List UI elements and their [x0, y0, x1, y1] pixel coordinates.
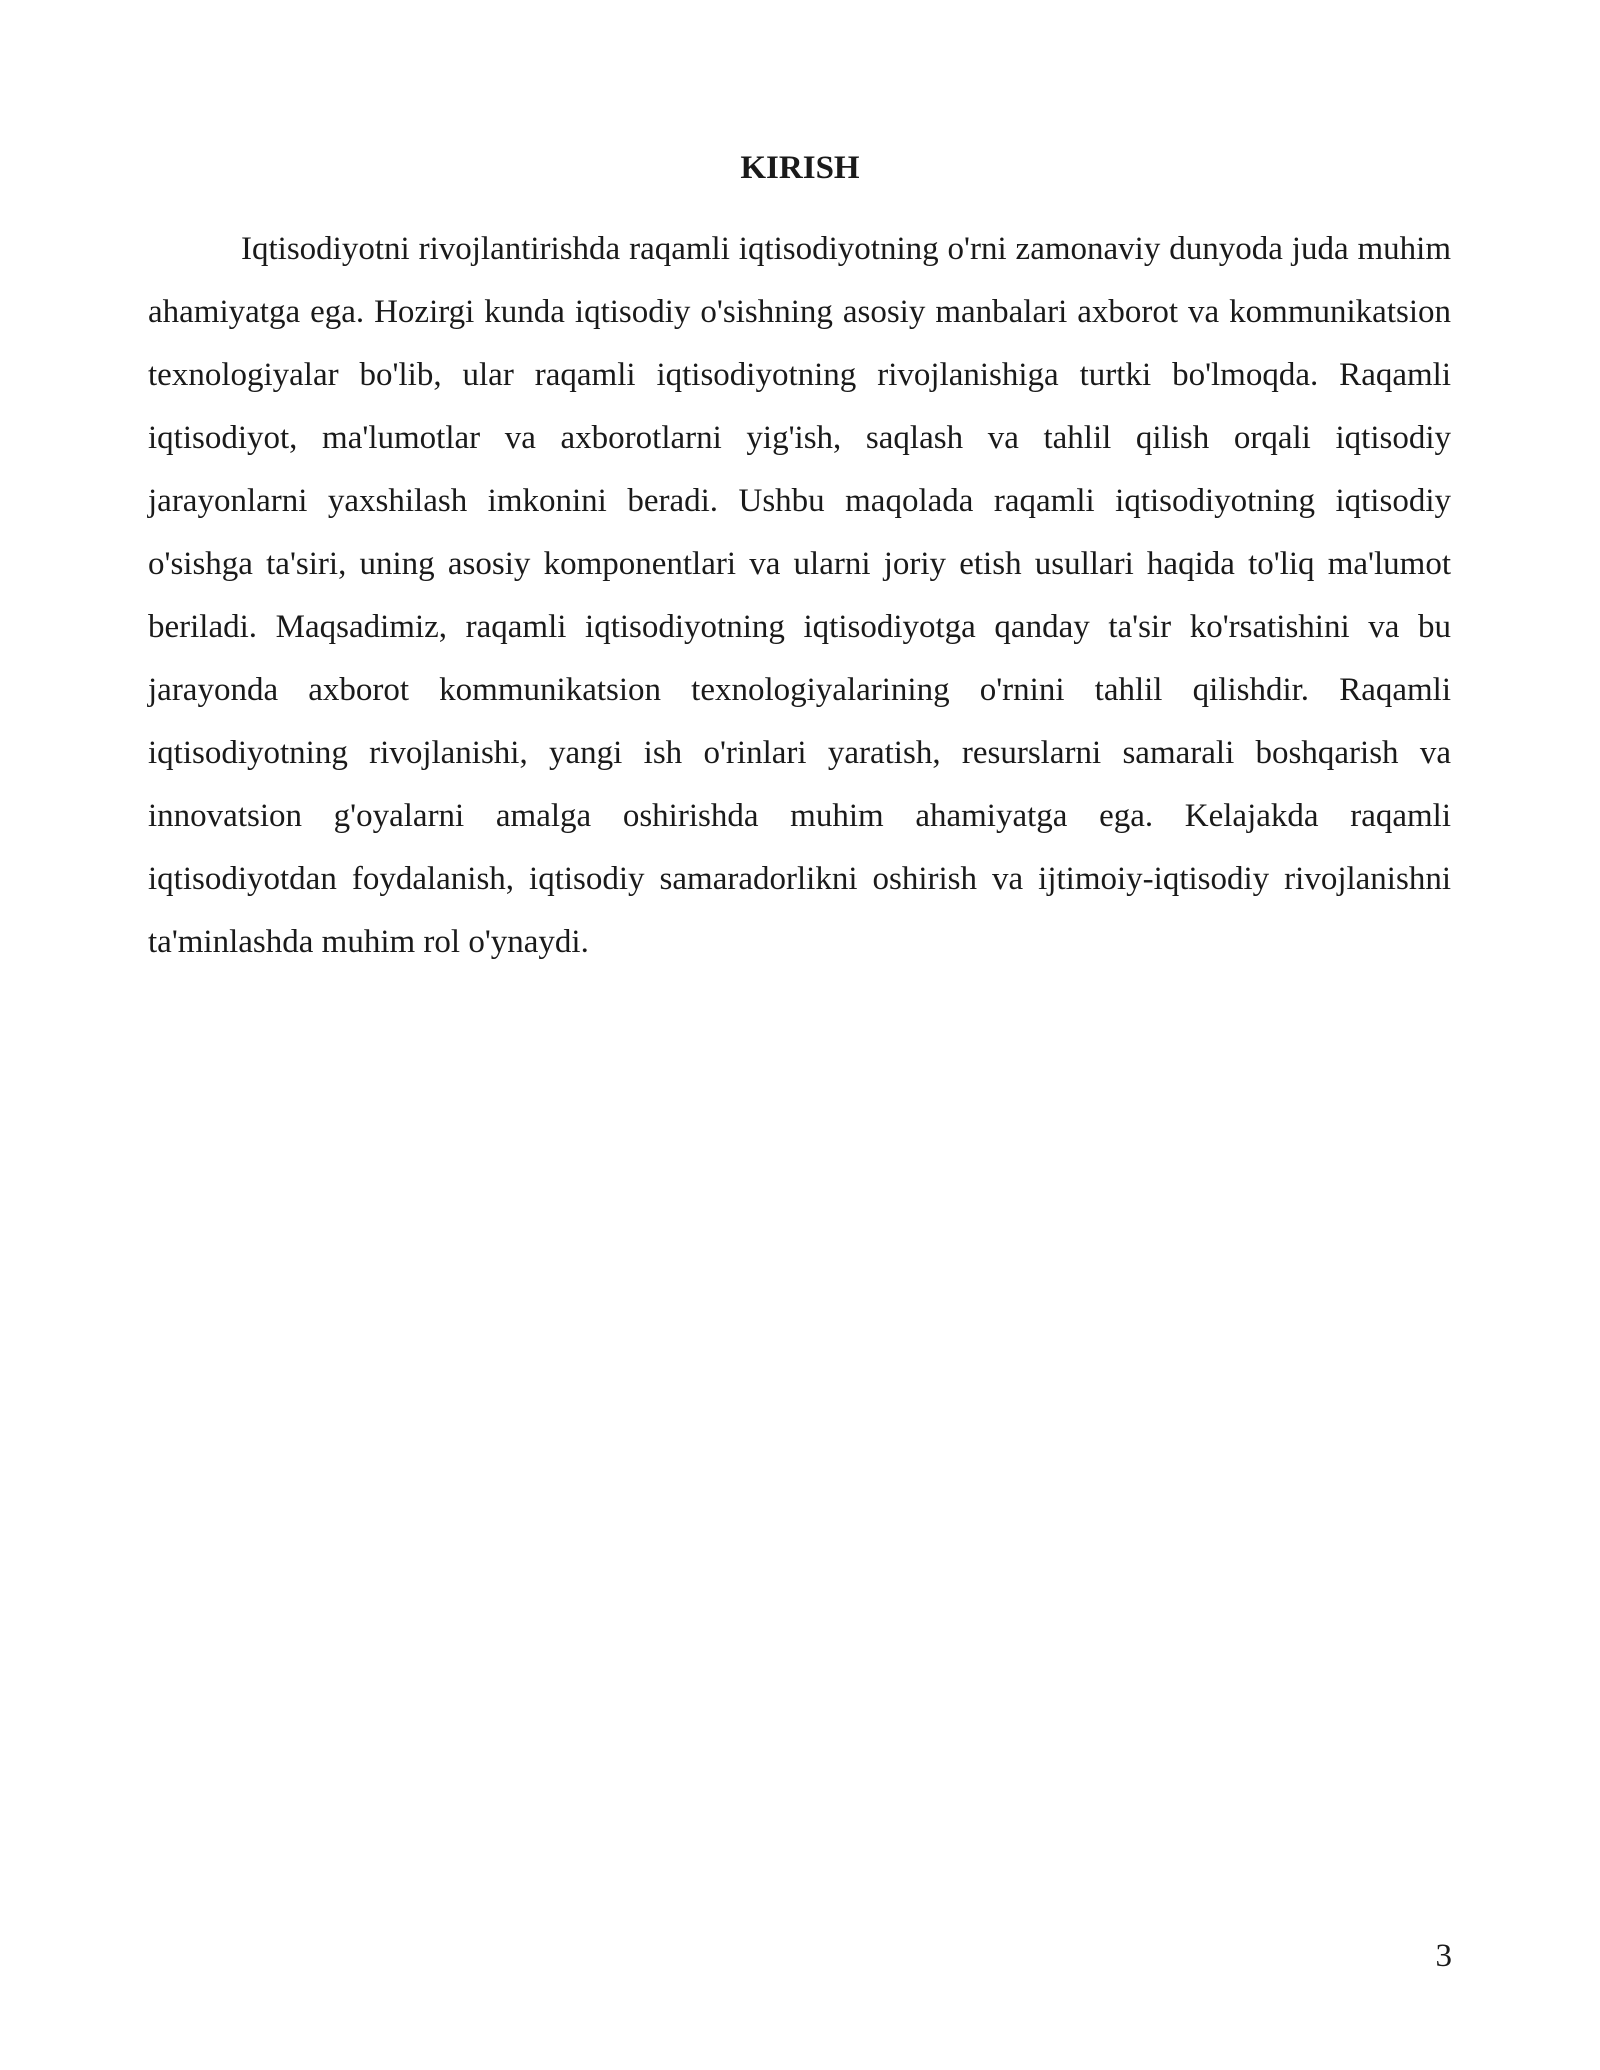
page-number: 3 [1435, 1938, 1452, 1974]
body-paragraph: Iqtisodiyotni rivojlantirishda raqamli iqtisodiyotning o'rni zamonaviy dunyoda juda muhim ahamiyatga ega. Hozirgi kunda iqtisodiy o'sishning asosiy manbalari axborot va kommunikatsion texnologiyalar bo'lib, ular raqamli iqtisodiyotning rivojlanishiga turtki bo'lmoqda. Raqamli iqtisodiyot, ma'lumotlar va axborotlarni yig'ish, saqlash va tahlil qilish orqali iqtisodiy jarayonlarni yaxshilash imkonini beradi. Ushbu maqolada raqamli iqtisodiyotning iqtisodiy o'sishga ta'siri, uning asosiy komponentlari va ularni joriy etish usullari haqida to'liq ma'lumot beriladi. Maqsadimiz, raqamli iqtisodiyotning iqtisodiyotga qanday ta'sir ko'rsatishini va bu jarayonda axborot kommunikatsion texnologiyalarining o'rnini tahlil qilishdir. Raqamli iqtisodiyotning rivojlanishi, yangi ish o'rinlari yaratish, resurslarni samarali boshqarish va innovatsion g'oyalarni amalga oshirishda muhim ahamiyatga ega. Kelajakda raqamli iqtisodiyotdan foydalanish, iqtisodiy samaradorlikni oshirish va ijtimoiy-iqtisodiy rivojlanishni ta'minlashda muhim rol o'ynaydi. [148, 231, 1451, 960]
section-heading: KIRISH [740, 150, 860, 186]
